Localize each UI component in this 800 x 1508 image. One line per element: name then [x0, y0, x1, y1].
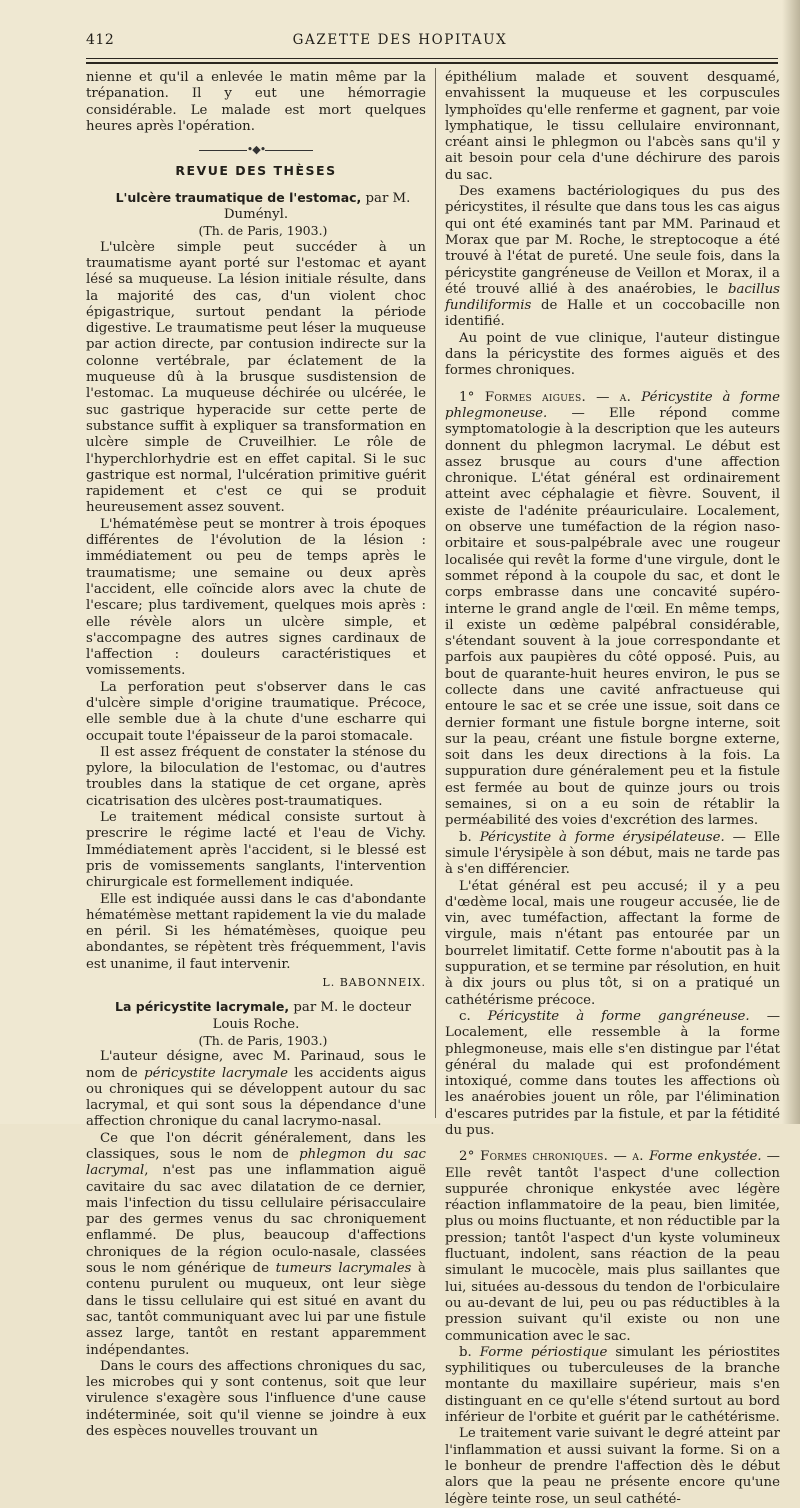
article-author: par M. Duményl. [223, 190, 411, 223]
continued-paragraph: épithélium malade et souvent desquamé, envahissent la muqueuse et les corpuscules lymphoïdes qu'elle renferme et gagnent, par voie lymphatique, le tissu cellulaire environnant, créant ainsi le phlegmon ou l'abcès sans qu'il y ait besoin pour cela d'une déchirure des parois du sac. [445, 70, 780, 183]
paragraph: Dans le cours des affections chroniques du sac, les microbes qui y sont contenus, soit que leur virulence s'exagère sous l'influence d'une cause indéterminée, soit qu'il vienne se joindre à eux des espèces nouvelles trouvant un [86, 1358, 426, 1440]
italic-term: bacillus fundiliformis [445, 281, 780, 314]
paragraph [445, 1345, 780, 1426]
page-number: 412 [86, 32, 115, 48]
text-run: les accidents aigus ou chroniques qui se développent autour du sac lacrymal, et qui sont sous la dépendance d'une affection chronique du canal lacrymo-nasal. [86, 1065, 426, 1130]
paragraph: Le traitement varie suivant le degré atteint par l'inflammation et aussi suivant la forme. Si on a le bonheur de prendre l'affection dès le début alors que la peau ne présente encore qu'une légère teinte rose, un seul cathété- [445, 1426, 780, 1507]
page-header [0, 32, 800, 56]
article-title [86, 999, 426, 1033]
paragraph: Il est assez fréquent de constater la sténose du pylore, la biloculation de l'estomac, ou d'autres troubles dans la statique de cet organe, après cicatrisation des ulcères post-traumatiques. [86, 744, 426, 809]
italic-term: Péricystite à forme érysipélateuse. [479, 829, 725, 845]
article-author: par M. le docteur Louis Roche. [212, 1000, 411, 1032]
text-run: de Halle et un coccobacille non identifié. [445, 298, 780, 330]
article-title [86, 190, 426, 224]
header-rule-thick [86, 62, 778, 64]
text-run: simulant les périostites syphilitiques ou tuberculeuses de la branche montante du maxillaire supérieur, mais s'en distinguant en ce qu'elle s'étend surtout au bord inférieur de l'orbite et guérit par le cathétérisme. [445, 1344, 780, 1426]
paragraph: L'état général est peu accusé; il y a peu d'œdème local, mais une rougeur accusée, lie de vin, avec tuméfaction, affectant la forme de virgule, mais n'étant pas entourée par un bourrelet limitatif. Cette forme n'aboutit pas à la suppuration, et se termine par résolution, en huit à dix jours ou plus tôt, si on a pratiqué un cathétérisme précoce. [445, 878, 780, 1008]
subsection-lead: b. [459, 829, 480, 845]
paragraph [445, 1009, 780, 1139]
text-run: — Elle répond comme symptomatologie à la description que les auteurs donnent du phlegmon lacrymal. Le début est assez brusque au cours d'une affection chronique. L'état général est ordinairement atteint avec céphalagie et fièvre. Souvent, il existe de l'adénite préauriculaire. Localement, on observe une tuméfaction de la région naso-orbitaire et sous-palpébrale avec une rougeur localisée qui revêt la forme d'une virgule, dont le sommet répond à la coupole du sac, et dont le corps embrasse dans une concavité supéro-interne le grand angle de l'œil. En même temps, il existe un œdème palpébral considérable, s'étendant souvent à la joue correspondante et parfois aux paupières du côté opposé. Puis, au bout de quarante-huit heures environ, le pus se collecte dans une cavité anfractueuse qui entoure le sac et se crée une issue, soit dans ce dernier formant une fistule borgne interne, soit sur la peau, créant une fistule borgne externe, soit dans les deux directions à la fois. La suppuration dure généralement peu et la fistule est fermée au bout de quinze jours ou trois semaines, si on a eu soin de rétablir la perméabilité des voies d'excrétion des larmes. [445, 405, 780, 829]
ornament-divider: •◆• [86, 142, 426, 158]
article-title-text: L'ulcère traumatique de l'estomac, [115, 189, 362, 205]
italic-term: Forme périostique [479, 1344, 608, 1360]
text-run: Des examens bactériologiques du pus des péricystites, il résulte que dans tous les cas aigus qui ont été examinés tant par MM. Parinaud et Morax que par M. Roche, le streptocoque a été trouvé à l'état de pureté. Une seule fois, dans la péricystite gangréneuse de Veillon et Morax, il a été trouvé allié à des anaérobies, le [445, 184, 780, 297]
text-run: , n'est pas une inflammation aiguë cavitaire du sac avec dilatation de ce dernier, mais l'infection du tissu cellulaire périsacculaire par des germes venus du sac chroniquement enflammé. De plus, beaucoup d'affections chroniques de la région oculo-nasale, classées sous le nom générique de [86, 1163, 426, 1277]
paragraph: L'hématémèse peut se montrer à trois époques différentes de l'évolution de la lésion : immédiatement ou peu de temps après le traumatisme; une semaine ou deux après l'accident, elle coïncide alors avec la chute de l'escare; plus tardivement, quelques mois après : elle révèle alors un ulcère simple, et s'accompagne des autres signes cardinaux de l'affection : douleurs caractéristiques et vomissements. [86, 516, 426, 679]
paragraph: Elle est indiquée aussi dans le cas d'abondante hématémèse mettant rapidement la vie du malade en péril. Si les hématémèses, quoique peu abondantes, se répètent très fréquemment, l'avis est unanime, il faut intervenir. [86, 891, 426, 972]
italic-term: Péricystite à forme gangréneuse. [487, 1008, 750, 1024]
article-title-text: La péricystite lacrymale, [115, 999, 290, 1015]
article-source: (Th. de Paris, 1903.) [198, 1032, 328, 1048]
italic-term: phlegmon du sac lacrymal [86, 1147, 426, 1179]
article-source: (Th. de Paris, 1903.) [198, 223, 328, 239]
paragraph [86, 1131, 426, 1359]
signature: L. BABONNEIX. [322, 976, 426, 990]
text-run: — Localement, elle ressemble à la forme phlegmoneuse, mais elle s'en distingue par l'état général du malade qui est profondément intoxiqué, comme dans toutes les affections où les anaérobies jouent un rôle, par l'élimination d'escares putrides par la fistule, et par la fétidité du pus. [445, 1008, 781, 1138]
paragraph [445, 390, 780, 830]
paragraph: Le traitement médical consiste surtout à prescrire le régime lacté et l'eau de Vichy. Immédiatement après l'accident, si le blessé est pris de vomissements sanglants, l'intervention chirurgicale est formellement indiquée. [86, 810, 426, 891]
journal-title: GAZETTE DES HOPITAUX [292, 32, 508, 48]
subsection-lead: b. [459, 1344, 480, 1360]
subsection-lead: 1° Formes aigues. — a. [459, 389, 642, 405]
italic-term: péricystite lacrymale [144, 1065, 289, 1081]
section-heading: REVUE DES THÈSES [175, 163, 337, 179]
paragraph: L'ulcère simple peut succéder à un traumatisme ayant porté sur l'estomac et ayant lésé sa muqueuse. La lésion initiale résulte, dans la majorité des cas, d'un violent choc épigastrique, surtout pendant la période digestive. Le traumatisme peut léser la muqueuse par action directe, par contusion indirecte sur la colonne vertébrale, par éclatement de la muqueuse dû à la brusque susdistension de l'estomac. La muqueuse déchirée ou ulcérée, le suc gastrique hyperacide sur cette perte de substance suffit à expliquer sa transformation en ulcère simple de Cruveilhier. Le rôle de l'hyperchlorhydrie est en effet capital. Si le suc gastrique est normal, l'ulcération primitive guérit rapidement et c'est ce qui se produit heureusement assez souvent. [86, 239, 426, 516]
paragraph [445, 1149, 780, 1345]
subsection-lead: c. [459, 1008, 488, 1024]
page-edge-shadow [782, 0, 800, 1124]
header-rule [86, 58, 778, 59]
paragraph: Au point de vue clinique, l'auteur distingue dans la péricystite des formes aiguës et des formes chroniques. [445, 330, 780, 379]
italic-term: tumeurs lacrymales [275, 1261, 412, 1277]
text-run: — Elle revêt tantôt l'aspect d'une collection suppurée chronique enkystée avec légère réaction inflammatoire de la peau, bien limitée, plus ou moins fluctuante, et non réductible par la pression; tantôt l'aspect d'un kyste volumineux fluctuant, indolent, sans réaction de la peau simulant le mucocèle, mais plus saillantes que lui, situées au-dessous du tendon de l'orbiculaire ou au-devant de lui, peu ou pas réductibles à la pression suivant qu'il existe ou non une communication avec le sac. [445, 1149, 780, 1344]
right-column [445, 70, 780, 1508]
text-run: — Elle simule l'érysipèle à son début, mais ne tarde pas à s'en différencier. [445, 829, 780, 878]
column-divider [435, 68, 436, 1118]
paragraph [445, 830, 780, 879]
text-run: L'auteur désigne, avec M. Parinaud, sous le nom de [86, 1049, 426, 1081]
italic-term: Forme enkystée. [649, 1149, 762, 1165]
continued-paragraph: nienne et qu'il a enlevée le matin même par la trépanation. Il y eut une hémorragie considérable. Le malade est mort quelques heures après l'opération. [86, 70, 426, 134]
text-run: Ce que l'on décrit généralement, dans les classiques, sous le nom de [86, 1130, 426, 1162]
paragraph [86, 1049, 426, 1130]
italic-term: Péricystite à forme phlegmoneuse. [445, 389, 780, 421]
paragraph: La perforation peut s'observer dans le cas d'ulcère simple d'origine traumatique. Précoce, elle semble due à la chute d'une escharre qui occupait toute l'épaisseur de la paroi stomacale. [86, 679, 426, 744]
paragraph [445, 184, 780, 331]
spacer [445, 1139, 780, 1149]
spacer [445, 380, 780, 390]
left-column [86, 70, 426, 1440]
subsection-lead: 2° Formes chroniques. — a. [459, 1149, 650, 1165]
text-run: à contenu purulent ou muqueux, ont leur siège dans le tissu cellulaire qui est situé en avant du sac, tantôt communiquant avec lui par une fistule assez large, tantôt en restant apparemment indépendantes. [86, 1261, 426, 1358]
